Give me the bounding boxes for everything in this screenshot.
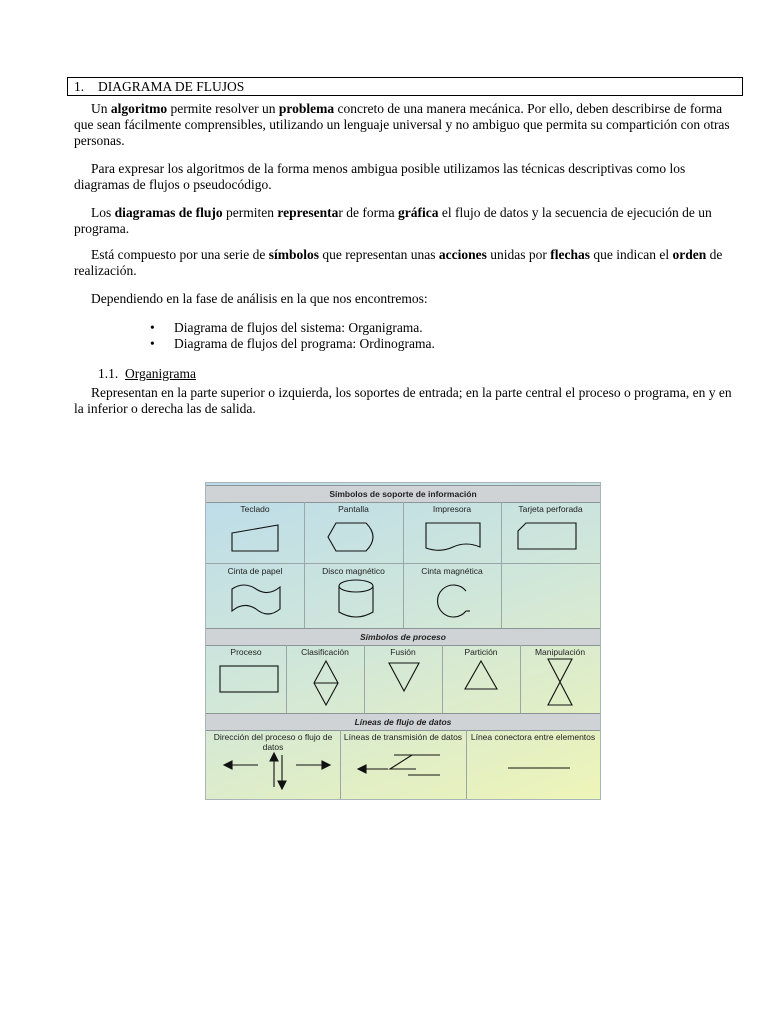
punched-card-symbol-icon	[516, 521, 578, 551]
paragraph-organigrama: Representan en la parte superior o izquierda, los soportes de entrada; en la parte central el proceso o programa, en y en la inferior o derecha las de salida.	[74, 385, 732, 416]
display-symbol-icon	[326, 521, 382, 553]
paragraph-expresar: Para expresar los algoritmos de la forma menos ambigua posible utilizamos las técnicas descriptivas como los diagramas de flujos o pseudocódigo.	[74, 161, 686, 192]
band-lineas-flujo: Líneas de flujo de datos	[206, 713, 600, 731]
label-particion: Partición	[464, 647, 498, 657]
split-symbol-icon	[463, 659, 499, 691]
section-title: DIAGRAMA DE FLUJOS	[98, 79, 245, 94]
transmission-lines-icon	[354, 749, 444, 779]
label-disco-magnetico: Disco magnético	[322, 566, 385, 576]
merge-symbol-icon	[387, 661, 421, 693]
bullet-item: • Diagrama de flujos del sistema: Organigrama.	[150, 320, 435, 336]
bullet-list	[150, 320, 435, 352]
label-clasificacion: Clasificación	[301, 647, 349, 657]
band-soporte: Símbolos de soporte de información	[206, 485, 600, 503]
paragraph-dependiendo: Dependiendo en la fase de análisis en la que nos encontremos:	[91, 291, 428, 306]
magnetic-tape-symbol-icon	[432, 581, 472, 621]
label-linea-conectora: Línea conectora entre elementos	[470, 732, 596, 742]
process-symbol-icon	[218, 664, 280, 694]
label-cinta-papel: Cinta de papel	[227, 566, 283, 576]
bullet-item: • Diagrama de flujos del programa: Ordinograma.	[150, 336, 435, 352]
connector-line-icon	[506, 765, 572, 771]
label-cinta-magnetica: Cinta magnética	[421, 566, 483, 576]
magnetic-disk-symbol-icon	[336, 578, 376, 620]
label-tarjeta-perforada: Tarjeta perforada	[518, 504, 583, 514]
paragraph-simbolos: Está compuesto por una serie de símbolos que representan unas acciones unidas por flechas que indican el orden de realización.	[74, 247, 723, 278]
section-heading	[67, 77, 743, 96]
paragraph-diagramas: Los diagramas de flujo permiten representar de forma gráfica el flujo de datos y la secuencia de ejecución de un programa.	[74, 205, 712, 236]
label-lineas-transmision: Líneas de transmisión de datos	[343, 732, 463, 742]
label-pantalla: Pantalla	[338, 504, 369, 514]
subsection-title: Organigrama	[125, 366, 196, 381]
label-manipulacion: Manipulación	[534, 647, 586, 657]
manipulation-symbol-icon	[546, 657, 574, 707]
label-fusion: Fusión	[390, 647, 416, 657]
band-proceso: Símbolos de proceso	[206, 628, 600, 646]
label-proceso: Proceso	[230, 647, 262, 657]
section-number: 1.	[74, 79, 85, 94]
paragraph-algoritmo: Un algoritmo permite resolver un problema concreto de una manera mecánica. Por ello, deben describirse de forma que sean fácilmente comprensibles, utilizando un lenguaje universal y no ambiguo que permita su compartición con otras personas.	[74, 101, 730, 148]
label-direccion-flujo: Dirección del proceso o flujo de datos	[213, 732, 333, 752]
keyboard-symbol-icon	[230, 523, 280, 553]
label-impresora: Impresora	[432, 504, 472, 514]
subsection-heading: 1.1. Organigrama	[98, 366, 196, 381]
printer-symbol-icon	[424, 521, 482, 553]
flowchart-symbols-figure	[205, 482, 601, 800]
label-teclado: Teclado	[240, 504, 270, 514]
paper-tape-symbol-icon	[230, 581, 282, 617]
sort-symbol-icon	[312, 659, 340, 707]
flow-direction-arrows-icon	[222, 751, 332, 791]
